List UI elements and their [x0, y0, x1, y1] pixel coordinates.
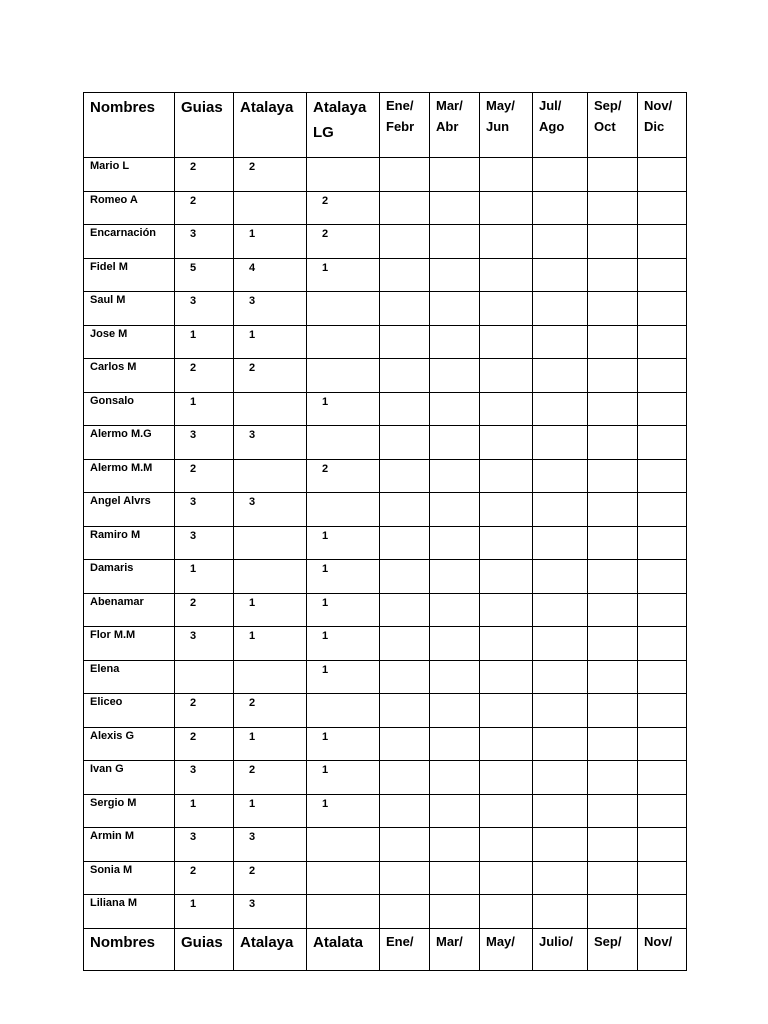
month-cell [638, 794, 687, 828]
month-cell [430, 158, 480, 192]
month-cell [638, 258, 687, 292]
name-cell: Ramiro M [84, 526, 175, 560]
month-cell [638, 694, 687, 728]
month-cell [430, 761, 480, 795]
month-cell [638, 225, 687, 259]
header-sep-oct: Sep/ Oct [588, 93, 638, 158]
atalaya-cell: 2 [234, 158, 307, 192]
name-cell: Carlos M [84, 359, 175, 393]
month-cell [480, 727, 533, 761]
name-cell: Eliceo [84, 694, 175, 728]
month-cell [480, 861, 533, 895]
month-cell [533, 392, 588, 426]
month-cell [638, 895, 687, 929]
month-cell [430, 292, 480, 326]
month-cell [638, 292, 687, 326]
name-cell: Alermo M.G [84, 426, 175, 460]
table-row [84, 158, 687, 192]
month-cell [638, 158, 687, 192]
month-cell [380, 426, 430, 460]
header-mar-abr: Mar/ Abr [430, 93, 480, 158]
month-cell [480, 828, 533, 862]
month-cell [533, 359, 588, 393]
name-cell: Armin M [84, 828, 175, 862]
name-cell: Alermo M.M [84, 459, 175, 493]
footer-mar: Mar/ [430, 928, 480, 970]
month-cell [588, 392, 638, 426]
footer-guias: Guias [175, 928, 234, 970]
month-cell [588, 593, 638, 627]
footer-row [84, 928, 687, 970]
month-cell [533, 225, 588, 259]
month-cell [480, 895, 533, 929]
guias-cell: 5 [175, 258, 234, 292]
table-row [84, 191, 687, 225]
name-cell: Mario L [84, 158, 175, 192]
month-cell [480, 761, 533, 795]
month-cell [430, 359, 480, 393]
month-cell [380, 158, 430, 192]
atalaya-lg-cell: 1 [307, 526, 380, 560]
footer-sep: Sep/ [588, 928, 638, 970]
month-cell [430, 727, 480, 761]
footer-nov: Nov/ [638, 928, 687, 970]
atalaya-cell: 2 [234, 761, 307, 795]
month-cell [533, 627, 588, 661]
month-cell [430, 593, 480, 627]
month-cell [480, 191, 533, 225]
month-cell [480, 426, 533, 460]
month-cell [380, 828, 430, 862]
name-cell: Abenamar [84, 593, 175, 627]
month-cell [588, 560, 638, 594]
month-cell [588, 426, 638, 460]
atalaya-cell: 2 [234, 694, 307, 728]
month-cell [430, 426, 480, 460]
month-cell [480, 325, 533, 359]
month-cell [638, 660, 687, 694]
table-row [84, 727, 687, 761]
month-cell [588, 660, 638, 694]
month-cell [638, 727, 687, 761]
name-cell: Encarnación [84, 225, 175, 259]
name-cell: Angel Alvrs [84, 493, 175, 527]
atalaya-cell [234, 459, 307, 493]
table-row [84, 292, 687, 326]
month-cell [588, 694, 638, 728]
month-cell [588, 225, 638, 259]
atalaya-lg-cell [307, 895, 380, 929]
month-cell [480, 225, 533, 259]
month-cell [588, 191, 638, 225]
month-cell [533, 727, 588, 761]
month-cell [380, 761, 430, 795]
atalaya-cell: 1 [234, 727, 307, 761]
guias-cell: 3 [175, 761, 234, 795]
name-cell: Gonsalo [84, 392, 175, 426]
atalaya-lg-cell [307, 828, 380, 862]
guias-cell: 3 [175, 292, 234, 326]
month-cell [480, 794, 533, 828]
guias-cell: 3 [175, 225, 234, 259]
month-cell [380, 526, 430, 560]
month-cell [380, 794, 430, 828]
month-cell [533, 794, 588, 828]
month-cell [588, 727, 638, 761]
month-cell [588, 526, 638, 560]
guias-cell: 2 [175, 459, 234, 493]
month-cell [480, 459, 533, 493]
header-may-jun: May/ Jun [480, 93, 533, 158]
month-cell [533, 526, 588, 560]
guias-cell [175, 660, 234, 694]
atalaya-lg-cell: 1 [307, 593, 380, 627]
footer-ene: Ene/ [380, 928, 430, 970]
month-cell [480, 493, 533, 527]
month-cell [380, 359, 430, 393]
table-row [84, 593, 687, 627]
name-cell: Jose M [84, 325, 175, 359]
atalaya-cell: 2 [234, 861, 307, 895]
atalaya-lg-cell: 1 [307, 258, 380, 292]
month-cell [380, 292, 430, 326]
footer-atalaya: Atalaya [234, 928, 307, 970]
month-cell [588, 828, 638, 862]
month-cell [638, 359, 687, 393]
month-cell [380, 225, 430, 259]
month-cell [638, 828, 687, 862]
atalaya-cell: 3 [234, 292, 307, 326]
month-cell [588, 158, 638, 192]
atalaya-lg-cell [307, 359, 380, 393]
month-cell [380, 459, 430, 493]
month-cell [588, 761, 638, 795]
month-cell [430, 325, 480, 359]
month-cell [430, 191, 480, 225]
guias-cell: 1 [175, 325, 234, 359]
atalaya-lg-cell: 2 [307, 191, 380, 225]
table-row [84, 828, 687, 862]
atalaya-cell [234, 526, 307, 560]
month-cell [380, 325, 430, 359]
atalaya-cell: 3 [234, 895, 307, 929]
header-nov-dic: Nov/ Dic [638, 93, 687, 158]
month-cell [533, 426, 588, 460]
table-row [84, 258, 687, 292]
footer-may: May/ [480, 928, 533, 970]
name-cell: Saul M [84, 292, 175, 326]
month-cell [638, 459, 687, 493]
atalaya-lg-cell: 1 [307, 660, 380, 694]
guias-cell: 1 [175, 392, 234, 426]
guias-cell: 2 [175, 694, 234, 728]
month-cell [533, 593, 588, 627]
month-cell [638, 627, 687, 661]
guias-cell: 1 [175, 560, 234, 594]
atalaya-lg-cell [307, 694, 380, 728]
month-cell [588, 861, 638, 895]
month-cell [588, 359, 638, 393]
month-cell [480, 158, 533, 192]
table-row [84, 861, 687, 895]
month-cell [380, 895, 430, 929]
guias-cell: 3 [175, 526, 234, 560]
header-atalaya: Atalaya [234, 93, 307, 158]
month-cell [430, 694, 480, 728]
guias-cell: 2 [175, 191, 234, 225]
header-jul-ago: Jul/ Ago [533, 93, 588, 158]
atalaya-cell: 4 [234, 258, 307, 292]
header-ene-febr: Ene/ Febr [380, 93, 430, 158]
month-cell [380, 593, 430, 627]
month-cell [533, 895, 588, 929]
table-row [84, 225, 687, 259]
guias-cell: 3 [175, 493, 234, 527]
month-cell [380, 694, 430, 728]
month-cell [430, 895, 480, 929]
month-cell [588, 627, 638, 661]
month-cell [480, 593, 533, 627]
month-cell [380, 660, 430, 694]
atalaya-lg-cell [307, 158, 380, 192]
atalaya-lg-cell [307, 325, 380, 359]
atalaya-cell: 1 [234, 325, 307, 359]
month-cell [480, 627, 533, 661]
atalaya-lg-cell: 1 [307, 794, 380, 828]
month-cell [480, 560, 533, 594]
month-cell [533, 761, 588, 795]
table-row [84, 694, 687, 728]
month-cell [430, 828, 480, 862]
month-cell [638, 861, 687, 895]
month-cell [380, 727, 430, 761]
month-cell [533, 828, 588, 862]
month-cell [480, 660, 533, 694]
month-cell [380, 191, 430, 225]
footer-atalata: Atalata [307, 928, 380, 970]
month-cell [533, 459, 588, 493]
month-cell [480, 392, 533, 426]
table-row [84, 526, 687, 560]
month-cell [380, 861, 430, 895]
guias-cell: 2 [175, 861, 234, 895]
month-cell [533, 694, 588, 728]
month-cell [430, 861, 480, 895]
table-row [84, 359, 687, 393]
name-cell: Sergio M [84, 794, 175, 828]
atalaya-cell: 1 [234, 225, 307, 259]
atalaya-lg-cell: 1 [307, 392, 380, 426]
month-cell [638, 560, 687, 594]
month-cell [533, 292, 588, 326]
guias-cell: 2 [175, 158, 234, 192]
month-cell [380, 560, 430, 594]
table-row [84, 493, 687, 527]
month-cell [638, 426, 687, 460]
footer-julio: Julio/ [533, 928, 588, 970]
atalaya-cell: 3 [234, 426, 307, 460]
atalaya-lg-cell: 1 [307, 761, 380, 795]
header-guias: Guias [175, 93, 234, 158]
month-cell [533, 493, 588, 527]
name-cell: Elena [84, 660, 175, 694]
month-cell [588, 258, 638, 292]
table-row [84, 761, 687, 795]
month-cell [638, 392, 687, 426]
month-cell [430, 493, 480, 527]
guias-cell: 1 [175, 794, 234, 828]
atalaya-lg-cell [307, 292, 380, 326]
month-cell [533, 158, 588, 192]
month-cell [638, 761, 687, 795]
month-cell [430, 627, 480, 661]
attendance-table [83, 92, 687, 971]
name-cell: Damaris [84, 560, 175, 594]
footer-nombres: Nombres [84, 928, 175, 970]
month-cell [533, 660, 588, 694]
month-cell [430, 560, 480, 594]
month-cell [533, 191, 588, 225]
table-row [84, 627, 687, 661]
header-nombres: Nombres [84, 93, 175, 158]
atalaya-cell: 1 [234, 627, 307, 661]
guias-cell: 1 [175, 895, 234, 929]
month-cell [533, 861, 588, 895]
atalaya-lg-cell: 1 [307, 727, 380, 761]
table-row [84, 560, 687, 594]
name-cell: Romeo A [84, 191, 175, 225]
month-cell [480, 292, 533, 326]
table-row [84, 392, 687, 426]
month-cell [430, 392, 480, 426]
table-row [84, 794, 687, 828]
atalaya-lg-cell [307, 493, 380, 527]
month-cell [480, 258, 533, 292]
month-cell [588, 325, 638, 359]
guias-cell: 2 [175, 727, 234, 761]
atalaya-lg-cell [307, 426, 380, 460]
guias-cell: 2 [175, 359, 234, 393]
month-cell [480, 526, 533, 560]
atalaya-lg-cell: 1 [307, 627, 380, 661]
name-cell: Liliana M [84, 895, 175, 929]
name-cell: Flor M.M [84, 627, 175, 661]
atalaya-lg-cell: 2 [307, 225, 380, 259]
atalaya-lg-cell [307, 861, 380, 895]
guias-cell: 3 [175, 627, 234, 661]
month-cell [638, 325, 687, 359]
name-cell: Alexis G [84, 727, 175, 761]
header-row [84, 93, 687, 158]
month-cell [380, 627, 430, 661]
guias-cell: 2 [175, 593, 234, 627]
month-cell [588, 493, 638, 527]
month-cell [638, 526, 687, 560]
month-cell [430, 225, 480, 259]
month-cell [638, 493, 687, 527]
table-row [84, 426, 687, 460]
month-cell [380, 392, 430, 426]
atalaya-lg-cell: 1 [307, 560, 380, 594]
table-row [84, 459, 687, 493]
month-cell [480, 694, 533, 728]
atalaya-cell: 3 [234, 493, 307, 527]
atalaya-cell [234, 560, 307, 594]
month-cell [638, 191, 687, 225]
month-cell [533, 325, 588, 359]
month-cell [638, 593, 687, 627]
name-cell: Sonia M [84, 861, 175, 895]
month-cell [430, 258, 480, 292]
month-cell [480, 359, 533, 393]
month-cell [533, 560, 588, 594]
guias-cell: 3 [175, 828, 234, 862]
atalaya-lg-cell: 2 [307, 459, 380, 493]
table-row [84, 895, 687, 929]
guias-cell: 3 [175, 426, 234, 460]
month-cell [380, 258, 430, 292]
atalaya-cell: 1 [234, 794, 307, 828]
atalaya-cell [234, 660, 307, 694]
atalaya-cell: 1 [234, 593, 307, 627]
month-cell [588, 292, 638, 326]
atalaya-cell: 2 [234, 359, 307, 393]
atalaya-cell [234, 392, 307, 426]
month-cell [380, 493, 430, 527]
month-cell [430, 660, 480, 694]
atalaya-cell [234, 191, 307, 225]
month-cell [588, 794, 638, 828]
atalaya-cell: 3 [234, 828, 307, 862]
month-cell [430, 459, 480, 493]
month-cell [588, 895, 638, 929]
month-cell [430, 526, 480, 560]
month-cell [430, 794, 480, 828]
header-atalaya-lg: Atalaya LG [307, 93, 380, 158]
table-row [84, 660, 687, 694]
name-cell: Ivan G [84, 761, 175, 795]
month-cell [588, 459, 638, 493]
name-cell: Fidel M [84, 258, 175, 292]
month-cell [533, 258, 588, 292]
table-row [84, 325, 687, 359]
